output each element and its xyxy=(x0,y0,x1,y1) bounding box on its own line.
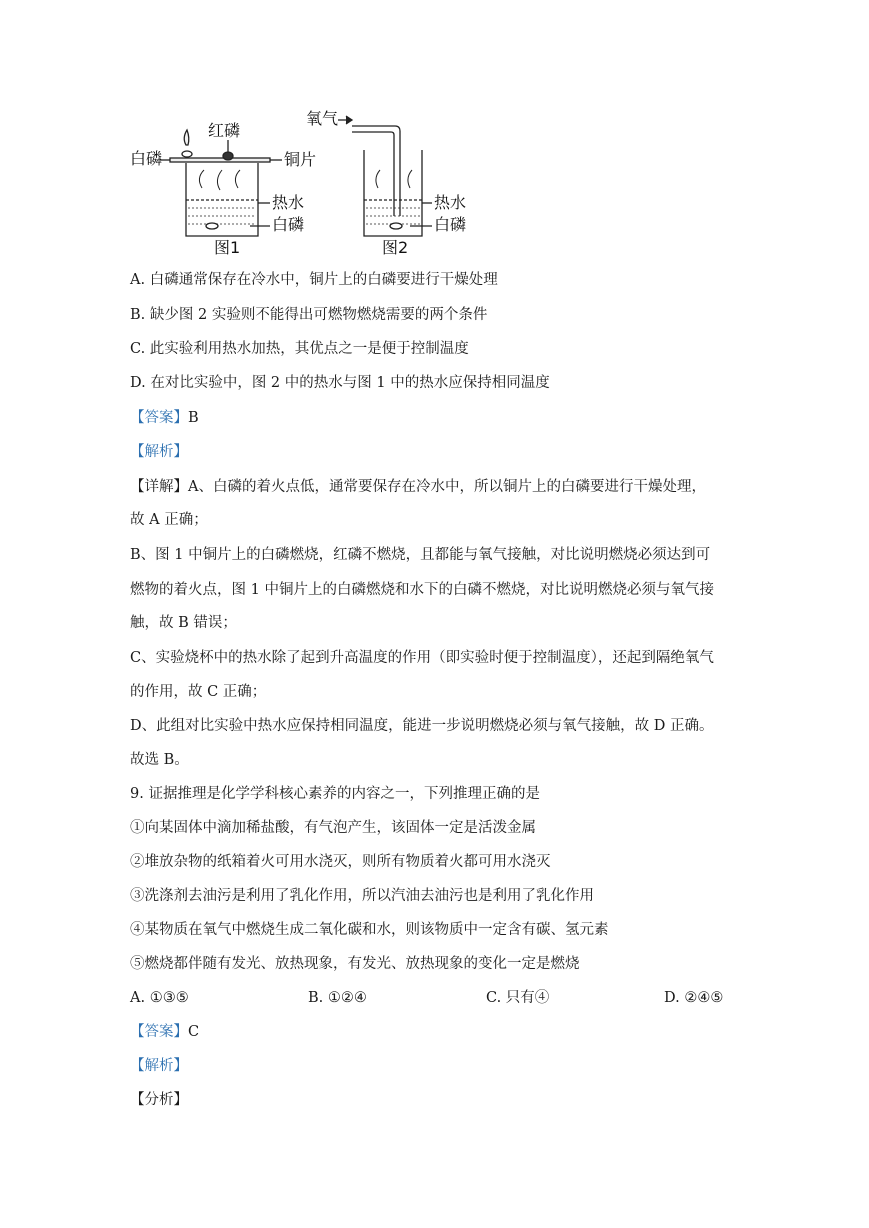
q9-fenxi: 【分析】 xyxy=(130,1092,188,1108)
q8-option-a: A. 白磷通常保存在冷水中，铜片上的白磷要进行干燥处理 xyxy=(130,272,498,288)
q9-item: ③洗涤剂去油污是利用了乳化作用，所以汽油去油污也是利用了乳化作用 xyxy=(130,888,594,904)
caption-fig2: 图2 xyxy=(382,238,409,257)
q8-detail-line: 【详解】A、白磷的着火点低，通常要保存在冷水中，所以铜片上的白磷要进行干燥处理， xyxy=(130,479,706,495)
label-copper: 铜片 xyxy=(284,150,317,169)
q9-stem: 9. 证据推理是化学学科核心素养的内容之一，下列推理正确的是 xyxy=(130,786,540,802)
q8-detail-line: 故选 B。 xyxy=(130,752,189,768)
label-red-phosphorus: 红磷 xyxy=(208,121,241,140)
q8-detail-line: 触，故 B 错误； xyxy=(130,615,237,631)
figure-svg xyxy=(130,108,467,258)
copper-plate xyxy=(170,158,270,162)
answer-value: C xyxy=(188,1024,200,1040)
figure-2 xyxy=(338,116,432,236)
label-white-phosphorus-top: 白磷 xyxy=(130,149,163,168)
white-phosphorus-top xyxy=(182,151,192,157)
answer-value: B xyxy=(188,410,199,426)
q9-answer xyxy=(130,1022,199,1042)
q8-option-d: D. 在对比实验中，图 2 中的热水与图 1 中的热水应保持相同温度 xyxy=(130,375,550,391)
label-white-phosphorus-fig2: 白磷 xyxy=(434,215,467,234)
q8-answer xyxy=(130,408,199,428)
q8-detail-line: D、此组对比实验中热水应保持相同温度，能进一步说明燃烧必须与氧气接触，故 D 正确。 xyxy=(130,718,714,734)
q8-option-b: B. 缺少图 2 实验则不能得出可燃物燃烧需要的两个条件 xyxy=(130,307,488,323)
label-hot-water-1: 热水 xyxy=(272,193,305,212)
q9-item: ①向某固体中滴加稀盐酸，有气泡产生，该固体一定是活泼金属 xyxy=(130,820,536,836)
white-phosphorus-bottom xyxy=(206,223,218,229)
flame-icon xyxy=(184,130,189,145)
analysis-tag: 【解析】 xyxy=(130,444,188,460)
q8-analysis xyxy=(130,442,188,462)
q9-choice-a: A. ①③⑤ xyxy=(130,990,189,1006)
analysis-tag: 【解析】 xyxy=(130,1058,188,1074)
answer-tag: 【答案】 xyxy=(130,410,188,426)
label-white-phosphorus-bottom: 白磷 xyxy=(272,215,305,234)
white-phosphorus-fig2 xyxy=(390,223,402,229)
q9-item: ⑤燃烧都伴随有发光、放热现象，有发光、放热现象的变化一定是燃烧 xyxy=(130,956,580,972)
q8-detail-line: 故 A 正确； xyxy=(130,512,208,528)
detail-tag: 【详解】 xyxy=(130,479,188,495)
q9-item: ④某物质在氧气中燃烧生成二氧化碳和水，则该物质中一定含有碳、氢元素 xyxy=(130,922,609,938)
q8-detail-line: 燃物的着火点，图 1 中铜片上的白磷燃烧和水下的白磷不燃烧，对比说明燃烧必须与氧气接 xyxy=(130,582,714,598)
q9-analysis xyxy=(130,1056,188,1076)
answer-tag: 【答案】 xyxy=(130,1024,188,1040)
q8-detail-line: 的作用，故 C 正确； xyxy=(130,684,267,700)
experiment-figure xyxy=(130,108,467,258)
red-phosphorus xyxy=(223,152,233,160)
figure-1 xyxy=(160,130,282,236)
q9-choice-d: D. ②④⑤ xyxy=(664,990,724,1006)
label-oxygen: 氧气 xyxy=(306,109,339,128)
q8-option-c: C. 此实验利用热水加热，其优点之一是便于控制温度 xyxy=(130,341,469,357)
oxygen-tube xyxy=(352,126,400,216)
caption-fig1: 图1 xyxy=(214,238,241,257)
q9-choice-c: C. 只有④ xyxy=(486,990,550,1006)
q8-detail-line: B、图 1 中铜片上的白磷燃烧，红磷不燃烧，且都能与氧气接触，对比说明燃烧必须达到可 xyxy=(130,547,711,563)
q9-item: ②堆放杂物的纸箱着火可用水浇灭，则所有物质着火都可用水浇灭 xyxy=(130,854,551,870)
q8-detail-line: C、实验烧杯中的热水除了起到升高温度的作用（即实验时便于控制温度），还起到隔绝氧气 xyxy=(130,650,714,666)
label-hot-water-2: 热水 xyxy=(434,193,467,212)
q9-choice-b: B. ①②④ xyxy=(308,990,367,1006)
